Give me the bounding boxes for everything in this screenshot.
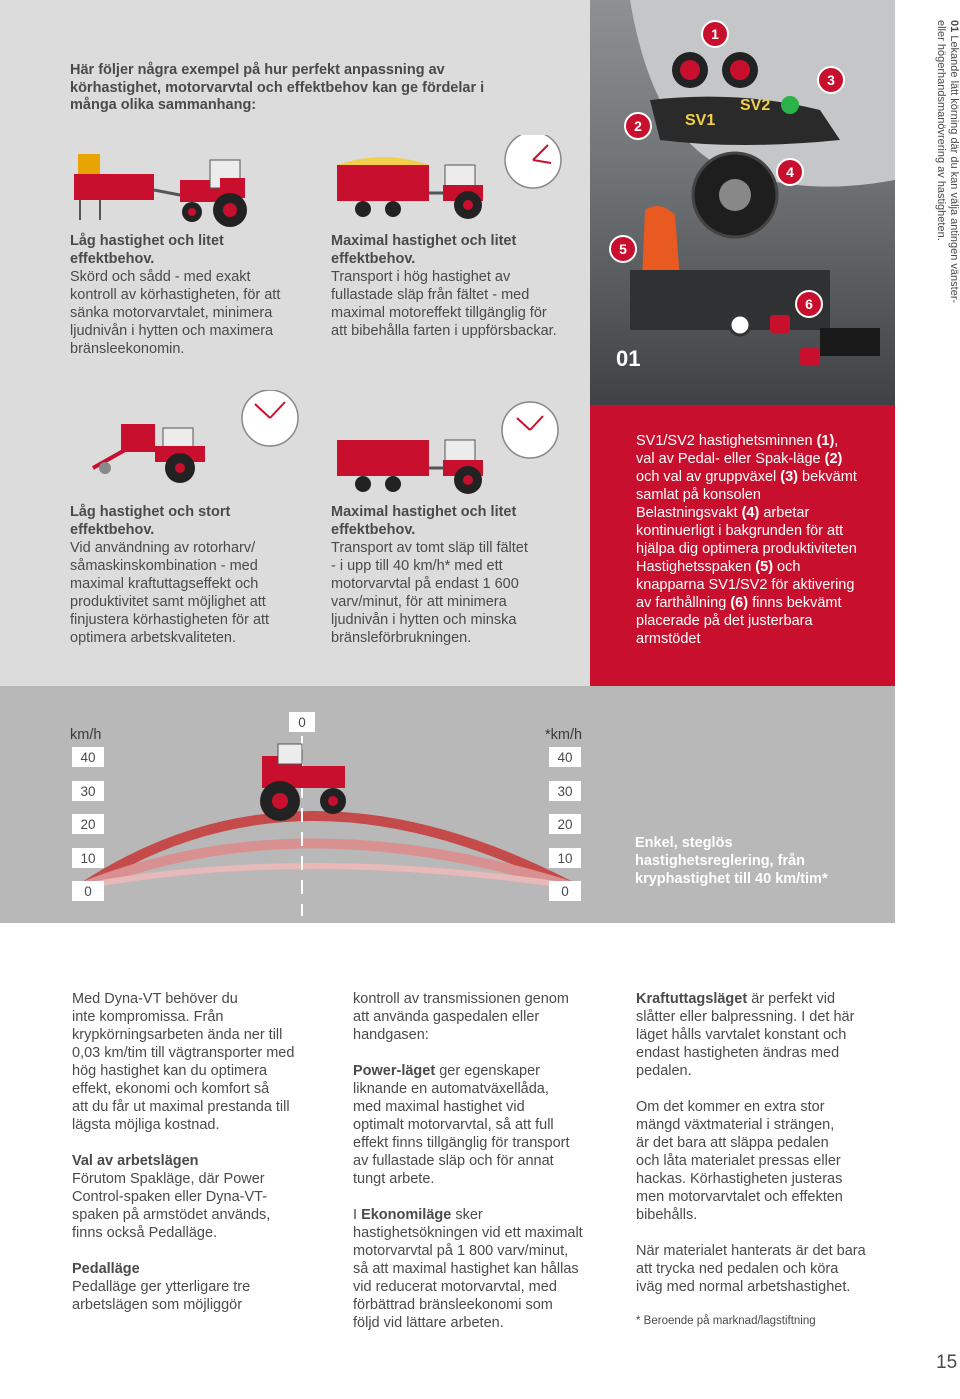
speed-scale-left: 10 (72, 848, 104, 868)
speed-scale-right: 40 (549, 747, 581, 767)
feature-line: hjälpa dig optimera produktiviteten (636, 541, 857, 557)
paragraph: Med Dyna-VT behöver du inte kompromissa. Från krypkörningsarbeten ända ner till 0,03 km/tim till vägtransporter med hög hastighet kan du optimera effekt, ekonomi och komfort så att du får ut maximal prestanda till lägsta möjliga kostnad. (72, 991, 295, 1133)
paragraph: kontroll av transmissionen genom att använda gaspedalen eller handgasen: (353, 991, 569, 1043)
subheading: Kraftuttagsläget (636, 991, 748, 1007)
speed-unit-right: *km/h (545, 727, 583, 743)
paragraph: Om det kommer en extra stor mängd växtmaterial i strängen, är det bara att släppa pedalen och låta materialet pressas eller hackas. Körhastigheten justeras men motorvarvtalet och effekten bibehålls. (636, 1099, 843, 1223)
speed-scale-left: 40 (72, 747, 104, 767)
example-body: Transport av tomt släp till fältet - i upp till 40 km/h* med ett motorvarvtal på endast 1 600 varv/minut, för att minimera ljudnivån i hytten och minska bränsleförbrukningen. (331, 540, 528, 646)
feature-line: och val av gruppväxel (3) bekvämt (636, 469, 857, 485)
speed-diagram-title: Enkel, steglös hastighetsreglering, från kryphastighet till 40 km/tim* (635, 835, 828, 887)
speed-scale-right: 0 (549, 881, 581, 901)
svg-text:SV1: SV1 (685, 112, 716, 129)
callout-badge-6: 6 (795, 290, 823, 318)
speed-scale-right: 30 (549, 781, 581, 801)
intro-text: Här följer några exempel på hur perfekt anpassning av körhastighet, motorvarvtal och effektbehov kan ge fördelar i många olika sammanhang: (70, 62, 485, 113)
photo-number: 01 (616, 346, 641, 371)
console-illustration (590, 0, 895, 405)
example-body: Transport i hög hastighet av fullastade släp från fältet - med maximal motoreffekt tillgänglig för att bibehålla farten i uppförsbackar. (331, 269, 557, 339)
feature-line: armstödet (636, 631, 701, 647)
speed-scale-right: 10 (549, 848, 581, 868)
callout-badge-2: 2 (624, 112, 652, 140)
tractor-seeder-illustration (70, 140, 310, 230)
speed-unit-left: km/h (70, 727, 102, 743)
callout-badge-3: 3 (817, 66, 845, 94)
tractor-harrow-illustration (85, 390, 325, 485)
feature-line: val av Pedal- eller Spak-läge (2) (636, 451, 843, 467)
subheading: Ekonomiläge (361, 1207, 452, 1223)
callout-badge-1: 1 (701, 20, 729, 48)
footnote: * Beroende på marknad/lagstiftning (636, 1315, 816, 1327)
photo-caption: 01 Lekande lätt körning där du kan välja antingen vänster- eller högerhandsmanövrering av hastigheten. (935, 20, 960, 304)
example-body: Vid användning av rotorharv/ såmaskinskombination - med maximal kraftuttagseffekt och produktivitet samt möjlighet att finjustera körhastigheten för att optimera arbetskvaliteten. (70, 540, 270, 646)
text-column-3 (636, 990, 876, 1346)
text-column-1 (72, 990, 312, 1332)
callout-badge-5: 5 (609, 235, 637, 263)
feature-description (636, 432, 881, 648)
gauge-icon (505, 135, 561, 188)
speed-scale-left: 20 (72, 814, 104, 834)
svg-text:SV2: SV2 (740, 97, 771, 114)
paragraph: I Ekonomiläge sker hastighetsökningen vid ett maximalt motorvarvtal på 1 800 varv/minut, så att maximal hastighet kan hållas vid reducerat motorvarvtal, med förbättrad bränsleekonomi som följd vid lättare arbeten. (353, 1207, 583, 1331)
example-title: Låg hastighet och litet effektbehov. (70, 233, 224, 267)
tractor-trailer-full-illustration (333, 135, 573, 225)
armrest-console-photo (590, 0, 895, 405)
example-max-speed-low-power (331, 232, 571, 340)
subheading: Power-läget (353, 1063, 436, 1079)
paragraph: Val av arbetslägen Förutom Spakläge, där Power Control-spaken eller Dyna-VT- spaken på armstödet används, finns också Pedalläge. (72, 1153, 271, 1241)
gauge-icon (242, 390, 298, 446)
subheading: Pedalläge (72, 1261, 140, 1277)
feature-line: samlat på konsolen (636, 487, 761, 503)
subheading: Val av arbetslägen (72, 1153, 199, 1169)
speed-scale-right: 20 (549, 814, 581, 834)
feature-line: SV1/SV2 hastighetsminnen (1), (636, 433, 839, 449)
paragraph: Kraftuttagsläget är perfekt vid slåtter eller balpressning. I det här läget hålls varvtalet konstant och endast hastigheten ändras med pedalen. (636, 991, 855, 1079)
example-low-speed-high-power (70, 503, 320, 647)
feature-line: kontinuerligt i bakgrunden för att (636, 523, 844, 539)
example-title: Maximal hastighet och litet effektbehov. (331, 504, 517, 538)
feature-line: av farthållning (6) finns bekvämt (636, 595, 842, 611)
gauge-icon (502, 402, 558, 458)
feature-line: placerade på det justerbara (636, 613, 813, 629)
paragraph: När materialet hanterats är det bara att trycka ned pedalen och köra iväg med normal arbetshastighet. (636, 1243, 866, 1295)
tractor-trailer-empty-illustration (333, 400, 573, 495)
speed-scale-left: 0 (72, 881, 104, 901)
callout-badge-4: 4 (776, 158, 804, 186)
speed-scale-left: 30 (72, 781, 104, 801)
feature-line: Hastighetsspaken (5) och (636, 559, 801, 575)
paragraph: Pedalläge Pedalläge ger ytterligare tre arbetslägen som möjliggör (72, 1261, 251, 1313)
feature-line: knapparna SV1/SV2 för aktivering (636, 577, 855, 593)
example-max-speed-empty-trailer (331, 503, 571, 647)
paragraph: Power-läget ger egenskaper liknande en automatväxellåda, med maximal hastighet vid optimalt motorvarvtal, så att full effekt finns tillgänglig för transport av fullastade släp och för annat tungt arbete. (353, 1063, 570, 1187)
page-number: 15 (936, 1352, 958, 1373)
speed-zero-label: 0 (289, 712, 315, 732)
example-body: Skörd och sådd - med exakt kontroll av körhastigheten, för att sänka motorvarvtalet, minimera ljudnivån i hytten och maximera bränsleekonomin. (70, 269, 281, 357)
text-column-2 (353, 990, 593, 1350)
example-title: Låg hastighet och stort effektbehov. (70, 504, 231, 538)
example-low-speed-low-power (70, 232, 320, 358)
example-title: Maximal hastighet och litet effektbehov. (331, 233, 517, 267)
feature-line: Belastningsvakt (4) arbetar (636, 505, 810, 521)
